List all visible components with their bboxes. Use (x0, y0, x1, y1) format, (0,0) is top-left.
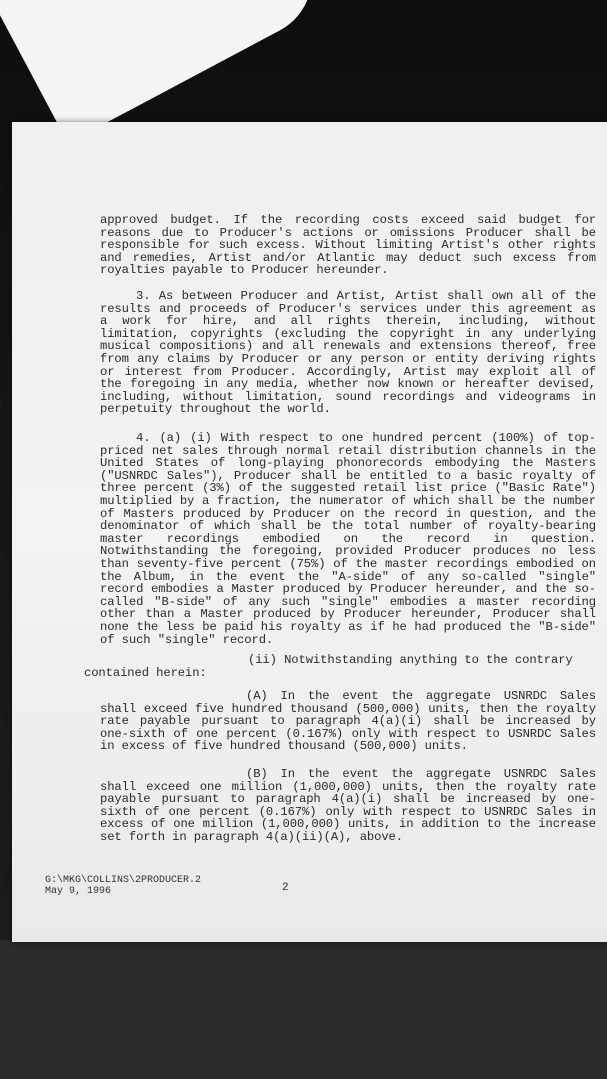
paragraph-4a-ii-lead: (ii) Notwithstanding anything to the contrary (248, 653, 573, 667)
paragraph-4a-ii-A: (A) In the event the aggregate USNRDC Sales shall exceed five hundred thousand (500,000) units, then the royalty rate payable pursuant to paragraph 4(a)(i) shall be increased by one-sixth of one percent (0.167%) only with respect to USNRDC Sales in excess of five hundred thousand (500,000) units. (100, 689, 596, 754)
paragraph-4a-ii-B: (B) In the event the aggregate USNRDC Sales shall exceed one million (1,000,000) units, then the royalty rate payable pursuant to paragraph 4(a)(i) shall be increased by one-sixth of one percent (0.167%) only with respect to USNRDC Sales in excess of one million (1,000,000) units, in addition to the increase set forth in paragraph 4(a)(ii)(A), above. (100, 767, 596, 844)
paragraph-budget: approved budget. If the recording costs exceed said budget for reasons due to Producer's actions or omissions Producer shall be responsible for such excess. Without limiting Artist's other rights and remedies, Artist and/or Atlantic may deduct such excess from royalties payable to Producer hereunder. (100, 213, 596, 278)
document-page (12, 122, 607, 942)
file-path-footer (45, 875, 201, 897)
paragraph-4a-i: 4. (a) (i) With respect to one hundred percent (100%) of top-priced net sales through normal retail distribution channels in the United States of long-playing phonorecords embodying the Masters ("USNRDC Sales"), Producer shall be entitled to a basic royalty of three percent (3%) of the suggested retail list price ("Basic Rate") multiplied by a fraction, the numerator of which shall be the number of Masters produced by Producer on the record in question, and the denominator of which shall be the total number of royalty-bearing master recordings embodied on the record in question. Notwithstanding the foregoing, provided Producer produces no less than seventy-five percent (75%) of the master recordings embodied on the Album, in the event the "A-side" of any so-called "single" record embodies a Master produced by Producer hereunder, and the so-called "B-side" of any such "single" embodies a master recording other than a Master produced by Producer hereunder, Producer shall none the less be paid his royalty as if he had produced the "B-side" of such "single" record. (100, 431, 596, 647)
paragraph-3: 3. As between Producer and Artist, Artist shall own all of the results and proceeds of Producer's services under this agreement as a work for hire, and all rights therein, including, without limitation, copyrights (excluding the copyright in any underlying musical compositions) and all renewals and extensions thereof, free from any claims by Producer or any person or entity deriving rights or interest from Producer. Accordingly, Artist may exploit all of the foregoing in any media, whether now known or hereafter devised, including, without limitation, sound recordings and videograms in perpetuity throughout the world. (100, 289, 596, 417)
paragraph-4a-ii-tail: contained herein: (84, 666, 207, 680)
page-number: 2 (282, 882, 289, 894)
desk-surface (0, 940, 607, 1079)
document-date: May 9, 1996 (45, 886, 112, 897)
file-path: G:\MKG\COLLINS\2PRODUCER.2 (45, 875, 202, 886)
